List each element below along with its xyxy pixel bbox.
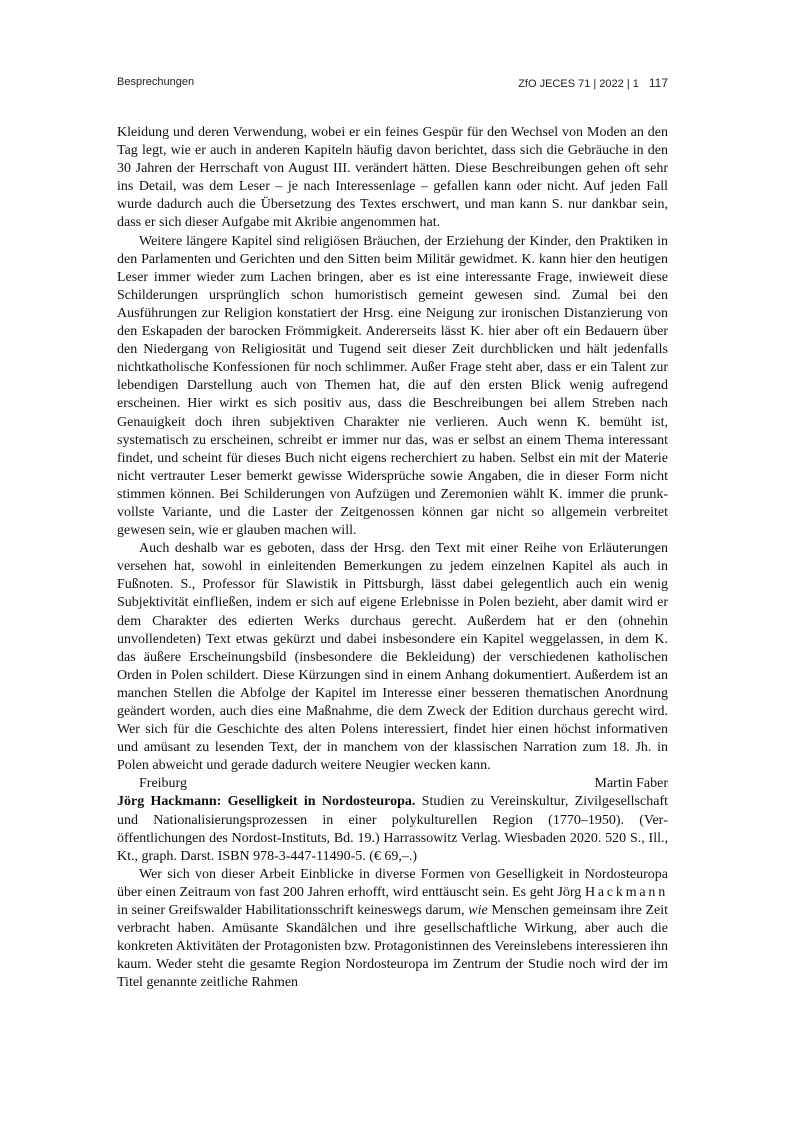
page-body xyxy=(117,124,668,993)
page-number: 117 xyxy=(648,76,668,90)
review2-text-c: Menschen gemeinsam ihre Zeit verbracht haben. Amüsante Skandälchen und ihre gesellschaftliche Wirkung, aber auch die konkreten Aktivitäten der Protagonisten bzw. Protagonistinnen des Vereinslebens interessieren ihn kaum. Weder steht die gesamte Region Nordosteuropa im Zentrum der Studie noch wird der im Titel genannte zeitliche Rahmen xyxy=(117,903,668,991)
journal-citation: ZfO JECES 71 | 2022 | 1 xyxy=(518,78,639,90)
author-name-spaced: Hackmann xyxy=(584,884,668,900)
review1-paragraph-1: Kleidung und deren Verwendung, wobei er ein feines Gespür für den Wechsel von Moden an den Tag legt, wie er auch in anderen Kapiteln häufig davon berichtet, dass sich die Gebräuche in den 30 Jahren der Herrschaft von August III. verändert hätten. Diese Beschreibungen gehen oft sehr ins Detail, was dem Leser – je nach Interessenlage – gefallen kann oder nicht. Auf jeden Fall wurde dadurch auch die Übersetzung des Textes erschwert, und man kann S. nur dankbar sein, dass er sich dieser Aufgabe mit Akribie angenommen hat. xyxy=(117,125,668,231)
review1-paragraph-3: Auch deshalb war es geboten, dass der Hrsg. den Text mit einer Reihe von Erläuterungen versehen hat, sowohl in einleitenden Bemerkungen zu jedem einzelnen Kapitel als auch in Fußnoten. S., Professor für Slawistik in Pittsburgh, lässt dabei gelegentlich auch ein wenig Subjektivität einfließen, indem er sich auf eigene Erlebnisse in Polen bezieht, aber damit wird er dem Charakter des edierten Werks durchaus gerecht. Außerdem hat er den (ohnehin unvollendeten) Text etwas gekürzt und dabei insbesondere ein Kapitel weggelassen, in dem K. das äußere Erscheinungsbild (insbesondere die Bekleidung) der verschiedenen katholischen Orden in Polen schildert. Diese Kürzungen sind in einem Anhang dokumentiert. Außerdem ist an manchen Stellen die Abfolge der Kapitel im Interesse einer besseren thematischen Anordnung geändert worden, auch dies eine Maßnahme, die dem Zweck der Edition durchaus gerecht wird. Wer sich für die Geschichte des alten Polens interessiert, findet hier einen höchst informativen und amüsant zu lesenden Text, der in manchem von der klassischen Narration zum 18. Jh. in Polen abweicht und gerade dadurch weitere Neugier wecken kann. xyxy=(117,541,668,774)
review2-bibliographic-header xyxy=(117,793,668,865)
review2-text-a: Wer sich von dieser Arbeit Einblicke in diverse Formen von Geselligkeit in Nordosteuropa über einen Zeitraum von fast 200 Jahren erhofft, wird enttäuscht sein. Es geht Jörg xyxy=(117,866,668,900)
running-header xyxy=(117,76,668,92)
review2-text-b: in seiner Greifswalder Habilitationsschrift keineswegs darum, xyxy=(117,903,469,919)
review1-paragraph-2: Weitere längere Kapitel sind religiösen Bräuchen, der Erziehung der Kinder, den Praktiken in den Parlamenten und Gerichten und den Sitten beim Militär gewidmet. K. kann hier den heutigen Leser immer wieder zum Lachen bringen, aber es ist eine interessante Frage, inwieweit diese Schilderungen ursprünglich schon humoristisch gemeint gewesen sind. Zumal bei den Ausführungen zur Religion konstatiert der Hrsg. eine Neigung zur ironischen Distanzierung von den Eskapaden der barocken Frömmigkeit. Andererseits lässt K. hier aber oft ein Bedauern über den Niedergang von Religiosität und Tugend seit dieser Zeit durchblicken und hält jedenfalls nichtkatholische Konfessionen für noch schlimmer. Außer Frage steht aber, dass er ein Talent zur lebendigen Darstellung auch von Themen hat, die auf den ersten Blick wenig aufregend erscheinen. Hier wirkt es sich positiv aus, dass die Beschreibungen bei allem Streben nach Genauigkeit doch ihren subjektiven Charakter nie verlieren. Auch wenn K. bemüht ist, systematisch zu erscheinen, schreibt er immer nur das, was er selbst an einem Thema interessant findet, und scheint für dieses Buch nicht eigens recherchiert zu haben. Selbst ein mit der Materie nicht vertrauter Leser bemerkt gewisse Widersprüche sowie Angaben, die in dieser Form nicht stimmen können. Bei Schilderungen von Aufzügen und Zeremonien wählt K. immer die prunkvollste Variante, und die Laster der Zeitgenossen können gar nicht so allgemein verbreitet gewesen sein, wie er glauben machen will. xyxy=(117,233,668,539)
emphasis-wie: wie xyxy=(468,903,488,919)
review2-paragraph-1 xyxy=(117,866,668,993)
section-title: Besprechungen xyxy=(117,76,195,88)
review2-title: Jörg Hackmann: Geselligkeit in Nordosteuropa. xyxy=(117,794,416,810)
journal-info xyxy=(518,76,668,90)
reviewer-name: Martin Faber xyxy=(594,776,668,792)
review-place: Freiburg xyxy=(139,776,187,792)
review-signature xyxy=(117,775,668,793)
review2-citation: Studien zu Vereinskultur, Zivilgesellschaft und Nationalisierungsprozessen in einer polykulturellen Region (1770–1950). (Veröffentlichungen des Nordost-Instituts, Bd. 19.) Harrassowitz Verlag. Wiesbaden 2020. 520 S., Ill., Kt., graph. Darst. ISBN 978-3-447-11490-5. (€ 69,–.) xyxy=(117,794,668,864)
